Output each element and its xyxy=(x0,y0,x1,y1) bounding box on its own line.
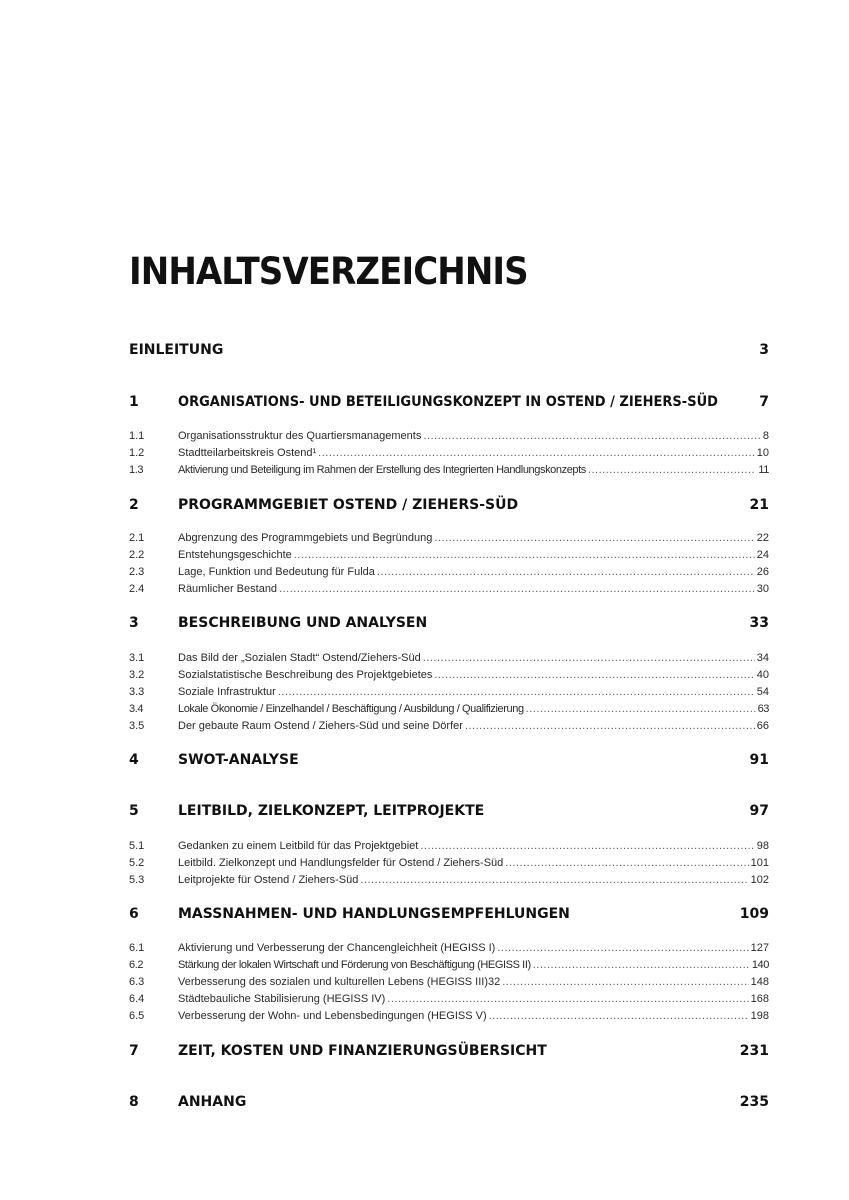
section-title: Räumlicher Bestand xyxy=(178,583,278,595)
chapter-page: 7 xyxy=(759,394,769,410)
toc-section-5-3[interactable] xyxy=(129,874,769,886)
section-page: 34 xyxy=(756,652,769,664)
chapter-title: SWOT-ANALYSE xyxy=(178,752,299,768)
section-title: Abgrenzung des Programmgebiets und Begründung xyxy=(178,532,433,544)
section-page: 22 xyxy=(756,532,769,544)
section-title: Leitbild. Zielkonzept und Handlungsfelder für Ostend / Ziehers-Süd xyxy=(178,857,504,869)
chapter-page: 231 xyxy=(739,1043,769,1059)
dot-leader xyxy=(465,720,755,732)
section-number: 3.3 xyxy=(129,686,145,698)
toc-section-5-1[interactable] xyxy=(129,840,769,852)
section-number: 1.2 xyxy=(129,447,145,459)
section-number: 3.4 xyxy=(129,703,144,715)
section-title: Verbesserung der Wohn- und Lebensbedingungen (HEGISS V) xyxy=(178,1010,487,1022)
page-title: INHALTSVERZEICHNIS xyxy=(129,250,528,293)
section-title: Das Bild der „Sozialen Stadt“ Ostend/Ziehers-Süd xyxy=(178,652,421,664)
dot-leader xyxy=(279,583,755,595)
dot-leader xyxy=(434,532,754,544)
chapter-number: 4 xyxy=(129,752,139,768)
section-number: 6.2 xyxy=(129,959,144,971)
toc-chapter-6[interactable] xyxy=(129,906,769,922)
dot-leader xyxy=(420,840,754,852)
section-number: 1.1 xyxy=(129,430,145,442)
section-page: 26 xyxy=(756,566,769,578)
chapter-page: 97 xyxy=(749,803,769,819)
section-page: 11 xyxy=(758,464,769,476)
toc-section-2-3[interactable] xyxy=(129,566,769,578)
toc-section-2-1[interactable] xyxy=(129,532,769,544)
section-number: 3.5 xyxy=(129,720,145,732)
chapter-number: 1 xyxy=(129,394,139,410)
section-page: 54 xyxy=(756,686,769,698)
dot-leader xyxy=(377,566,755,578)
section-title: Stadtteilarbeitskreis Ostend¹ xyxy=(178,447,317,459)
toc-section-3-1[interactable] xyxy=(129,652,769,664)
toc-section-1-2[interactable] xyxy=(129,447,769,459)
section-page: 24 xyxy=(756,549,769,561)
section-title: Stärkung der lokalen Wirtschaft und Förderung von Beschäftigung (HEGISS II) xyxy=(178,959,531,971)
section-page: 127 xyxy=(750,942,769,954)
section-page: 168 xyxy=(750,993,769,1005)
dot-leader xyxy=(434,669,754,681)
section-title: Lokale Ökonomie / Einzelhandel / Beschäftigung / Ausbildung / Qualifizierung xyxy=(178,703,524,715)
chapter-number: 5 xyxy=(129,803,139,819)
chapter-page: 3 xyxy=(759,342,769,358)
chapter-title: MASSNAHMEN- UND HANDLUNGSEMPFEHLUNGEN xyxy=(178,906,570,922)
chapter-title: ANHANG xyxy=(178,1094,247,1110)
chapter-title: LEITBILD, ZIELKONZEPT, LEITPROJEKTE xyxy=(178,803,485,819)
section-number: 2.4 xyxy=(129,583,145,595)
section-page: 8 xyxy=(762,430,769,442)
dot-leader xyxy=(387,993,748,1005)
toc-chapter-5[interactable] xyxy=(129,803,769,819)
toc-section-6-4[interactable] xyxy=(129,993,769,1005)
section-page: 148 xyxy=(750,976,769,988)
section-number: 3.2 xyxy=(129,669,145,681)
dot-leader xyxy=(360,874,748,886)
toc-section-3-5[interactable] xyxy=(129,720,769,732)
section-number: 6.5 xyxy=(129,1010,145,1022)
section-title: Entstehungsgeschichte xyxy=(178,549,292,561)
toc-section-6-3[interactable] xyxy=(129,976,769,988)
toc-chapter-8[interactable] xyxy=(129,1094,769,1110)
section-number: 2.2 xyxy=(129,549,145,561)
section-title: Städtebauliche Stabilisierung (HEGISS IV) xyxy=(178,993,386,1005)
toc-section-6-2[interactable] xyxy=(129,959,769,971)
toc-section-1-1[interactable] xyxy=(129,430,769,442)
section-page: 98 xyxy=(756,840,769,852)
dot-leader xyxy=(505,857,748,869)
toc-section-3-3[interactable] xyxy=(129,686,769,698)
chapter-number: 6 xyxy=(129,906,139,922)
section-title: Gedanken zu einem Leitbild für das Projektgebiet xyxy=(178,840,419,852)
section-number: 5.1 xyxy=(129,840,145,852)
chapter-title: ORGANISATIONS- UND BETEILIGUNGSKONZEPT IN OSTEND / ZIEHERS-SÜD xyxy=(178,394,718,410)
section-title: Leitprojekte für Ostend / Ziehers-Süd xyxy=(178,874,359,886)
chapter-page: 235 xyxy=(739,1094,769,1110)
dot-leader xyxy=(423,430,761,442)
dot-leader xyxy=(588,464,756,476)
toc-chapter-4[interactable] xyxy=(129,752,769,768)
chapter-page: 21 xyxy=(749,497,769,513)
toc-chapter-7[interactable] xyxy=(129,1043,769,1059)
section-title: Aktivierung und Verbesserung der Chancengleichheit (HEGISS I) xyxy=(178,942,496,954)
chapter-number: 8 xyxy=(129,1094,139,1110)
chapter-title: ZEIT, KOSTEN UND FINANZIERUNGSÜBERSICHT xyxy=(178,1043,547,1059)
chapter-number: 2 xyxy=(129,497,139,513)
section-page: 101 xyxy=(750,857,769,869)
section-page: 63 xyxy=(757,703,769,715)
dot-leader xyxy=(423,652,755,664)
toc-section-6-5[interactable] xyxy=(129,1010,769,1022)
toc-section-2-2[interactable] xyxy=(129,549,769,561)
section-page: 198 xyxy=(750,1010,769,1022)
chapter-title: EINLEITUNG xyxy=(129,342,224,358)
section-page: 30 xyxy=(756,583,769,595)
chapter-number: 3 xyxy=(129,615,139,631)
section-number: 2.1 xyxy=(129,532,145,544)
chapter-number: 7 xyxy=(129,1043,139,1059)
toc-section-5-2[interactable] xyxy=(129,857,769,869)
chapter-page: 91 xyxy=(749,752,769,768)
section-number: 6.4 xyxy=(129,993,145,1005)
section-title: Organisationsstruktur des Quartiersmanagements xyxy=(178,430,422,442)
section-number: 6.3 xyxy=(129,976,145,988)
section-number: 1.3 xyxy=(129,464,144,476)
dot-leader xyxy=(294,549,755,561)
chapter-page: 109 xyxy=(739,906,769,922)
section-number: 6.1 xyxy=(129,942,145,954)
toc-chapter-3[interactable] xyxy=(129,615,769,631)
chapter-title: BESCHREIBUNG UND ANALYSEN xyxy=(178,615,428,631)
section-title: Verbesserung des sozialen und kulturellen Lebens (HEGISS III)32 xyxy=(178,976,501,988)
toc-section-6-1[interactable] xyxy=(129,942,769,954)
section-page: 102 xyxy=(750,874,769,886)
dot-leader xyxy=(497,942,748,954)
section-title: Sozialstatistische Beschreibung des Projektgebietes xyxy=(178,669,433,681)
section-title: Soziale Infrastruktur xyxy=(178,686,276,698)
section-page: 140 xyxy=(751,959,769,971)
toc-section-1-3[interactable] xyxy=(129,464,769,476)
section-title: Aktivierung und Beteiligung im Rahmen der Erstellung des Integrierten Handlungskonzepts xyxy=(178,464,586,476)
dot-leader xyxy=(533,959,750,971)
section-title: Lage, Funktion und Bedeutung für Fulda xyxy=(178,566,375,578)
section-page: 66 xyxy=(756,720,769,732)
section-title: Der gebaute Raum Ostend / Ziehers-Süd und seine Dörfer xyxy=(178,720,463,732)
section-page: 40 xyxy=(756,669,769,681)
section-number: 5.2 xyxy=(129,857,145,869)
toc-section-2-4[interactable] xyxy=(129,583,769,595)
section-page: 10 xyxy=(756,447,769,459)
dot-leader xyxy=(318,447,755,459)
dot-leader xyxy=(502,976,748,988)
dot-leader xyxy=(278,686,755,698)
section-number: 2.3 xyxy=(129,566,145,578)
toc-section-3-4[interactable] xyxy=(129,703,769,715)
chapter-title: PROGRAMMGEBIET OSTEND / ZIEHERS-SÜD xyxy=(178,497,519,513)
toc-entry-einleitung[interactable] xyxy=(129,342,769,358)
toc-chapter-1[interactable] xyxy=(129,394,769,410)
section-number: 3.1 xyxy=(129,652,145,664)
dot-leader xyxy=(489,1010,749,1022)
toc-section-3-2[interactable] xyxy=(129,669,769,681)
toc-chapter-2[interactable] xyxy=(129,497,769,513)
section-number: 5.3 xyxy=(129,874,145,886)
dot-leader xyxy=(526,703,756,715)
chapter-page: 33 xyxy=(749,615,769,631)
